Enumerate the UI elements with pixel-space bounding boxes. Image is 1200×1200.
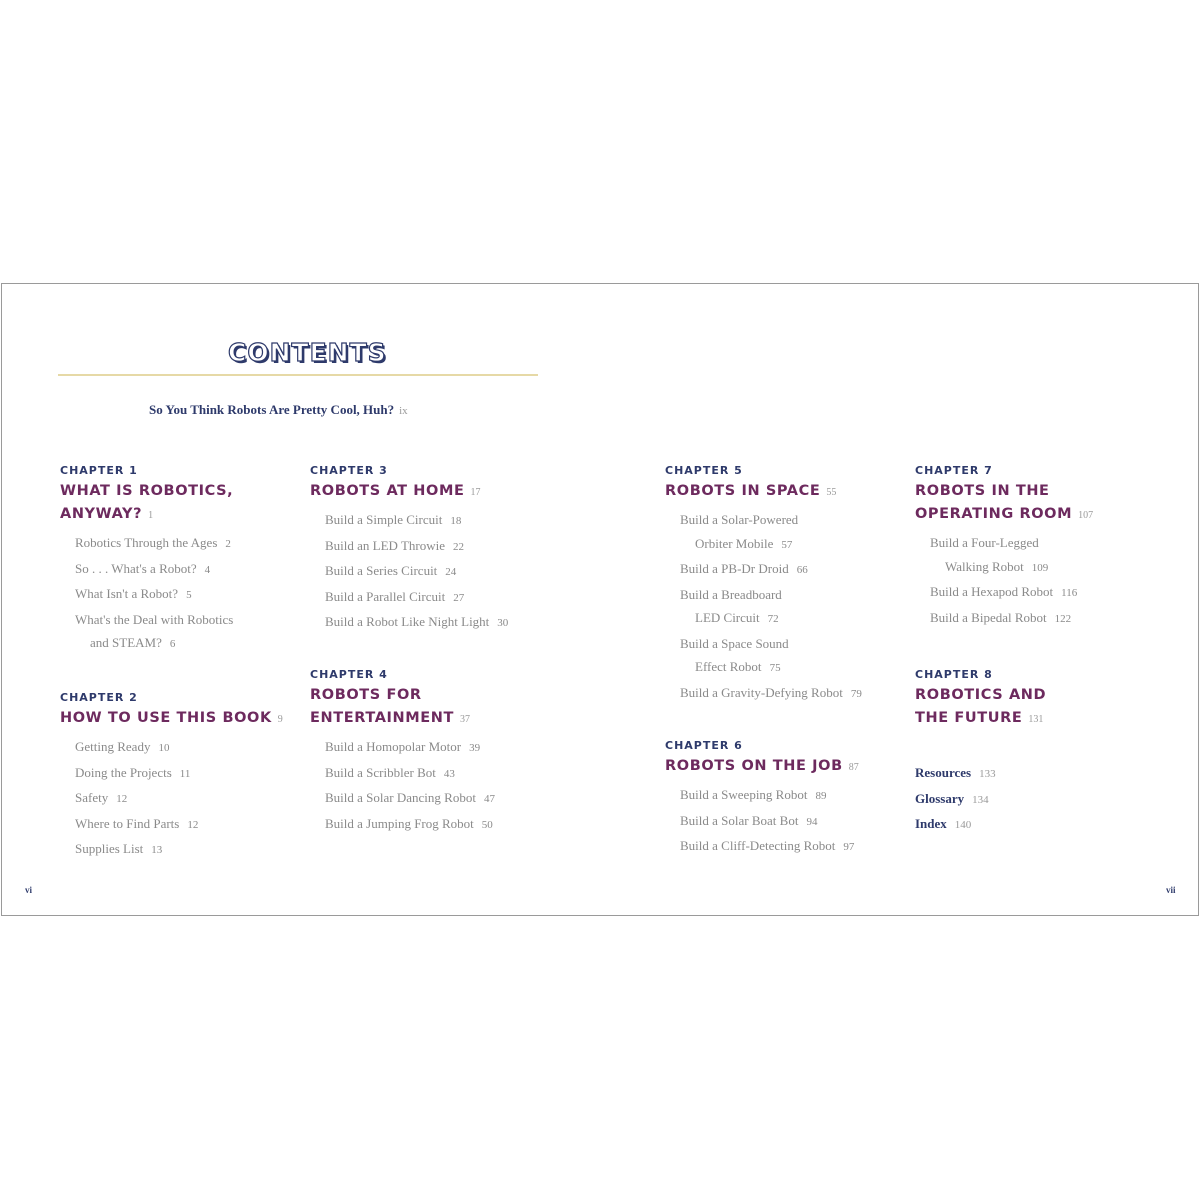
toc-entry-text: So . . . What's a Robot? [75, 560, 197, 576]
toc-entry-continuation [75, 631, 310, 657]
chapter-label: CHAPTER 7 [915, 464, 993, 477]
toc-entry-page: 11 [179, 767, 191, 780]
toc-entry-text: Build a Solar Dancing Robot [325, 790, 476, 805]
chapter-title [60, 707, 310, 731]
chapter-5-section [665, 462, 915, 706]
toc-entry-page: 13 [151, 844, 163, 856]
toc-entry-page: 43 [443, 767, 455, 780]
chapter-page: 9 [277, 714, 283, 725]
back-matter-item [915, 812, 1165, 838]
toc-entry-page: 75 [769, 662, 781, 674]
chapter-page: 107 [1078, 510, 1094, 521]
toc-entry-text: Build a Scribbler Bot [325, 764, 436, 780]
toc-entry-page: 89 [815, 790, 827, 802]
toc-entry [310, 735, 560, 761]
toc-entry-page: 79 [850, 687, 862, 700]
toc-entry [310, 786, 560, 812]
toc-entry [665, 583, 915, 632]
toc-entry [60, 837, 310, 863]
toc-entry-page: 24 [445, 566, 457, 578]
toc-entry-text: Build a Solar-Powered [680, 512, 799, 527]
chapter-page: 37 [460, 714, 471, 725]
chapter-items [665, 783, 915, 860]
intro-entry [149, 402, 408, 418]
toc-entry-page: 122 [1054, 612, 1072, 625]
chapter-title-line: ROBOTS FOR [310, 687, 422, 703]
chapter-page: 55 [826, 487, 837, 498]
back-matter [915, 761, 1165, 838]
back-matter-page: 134 [972, 793, 989, 806]
chapter-page: 17 [470, 487, 481, 498]
toc-entry-text: and STEAM? [90, 635, 162, 650]
toc-entry-text: Build a Cliff-Detecting Robot [680, 838, 836, 853]
intro-label: So You Think Robots Are Pretty Cool, Huh? [149, 402, 395, 417]
toc-entry-text: Getting Ready [75, 739, 151, 754]
toc-entry-page: 116 [1061, 587, 1078, 599]
toc-entry-page: 57 [781, 538, 793, 551]
toc-entry-text: Build a Homopolar Motor [325, 739, 462, 754]
toc-entry [310, 585, 560, 611]
chapter-label: CHAPTER 3 [310, 464, 388, 477]
chapter-title [665, 755, 915, 779]
chapter-title-line: WHAT IS ROBOTICS, [60, 483, 234, 499]
toc-entry-text: Build a Robot Like Night Light [325, 614, 490, 629]
back-matter-label: Resources [915, 765, 972, 780]
toc-entry [665, 809, 915, 835]
back-matter-page: 133 [979, 768, 996, 780]
chapter-label: CHAPTER 4 [310, 668, 388, 681]
toc-entry-page: 94 [806, 815, 818, 828]
toc-entry-text: Robotics Through the Ages [75, 535, 218, 550]
chapter-title [310, 480, 560, 504]
toc-entry-text: LED Circuit [695, 610, 760, 625]
toc-entry-page: 50 [481, 818, 493, 831]
toc-entry [665, 834, 915, 860]
toc-entry-text: Build a Gravity-Defying Robot [680, 684, 843, 700]
chapter-items [310, 508, 560, 636]
toc-entry-text: Safety [75, 790, 109, 805]
toc-entry-continuation [680, 606, 915, 632]
toc-entry-text: Build a Sweeping Robot [680, 787, 808, 802]
toc-entry [60, 735, 310, 761]
toc-entry [915, 531, 1165, 580]
toc-entry-page: 30 [497, 617, 509, 629]
toc-entry-text: Build a PB-Dr Droid [680, 561, 789, 576]
toc-entry [915, 606, 1165, 632]
toc-entry [310, 812, 560, 838]
toc-entry-text: Build an LED Throwie [325, 537, 445, 553]
toc-entry-page: 12 [187, 818, 199, 831]
toc-entry-text: Build a Jumping Frog Robot [325, 815, 474, 831]
toc-entry [665, 783, 915, 809]
chapter-8-section [915, 666, 1165, 731]
folio-right: vii [1166, 885, 1176, 895]
toc-entry [310, 559, 560, 585]
chapter-2-section [60, 689, 310, 863]
back-matter-label: Glossary [915, 790, 965, 806]
chapter-items [60, 735, 310, 863]
toc-entry-text: Build a Parallel Circuit [325, 588, 446, 604]
contents-heading: CONTENTS [228, 338, 387, 367]
toc-entry-text: Build a Four-Legged [930, 535, 1039, 550]
toc-entry-page: 66 [796, 564, 808, 576]
toc-entry-text: Build a Simple Circuit [325, 512, 443, 527]
back-matter-page: 140 [954, 819, 972, 831]
heading-rule [58, 374, 538, 376]
chapter-3-section [310, 462, 560, 636]
toc-entry-text: Where to Find Parts [75, 815, 180, 831]
toc-entry-page: 72 [767, 613, 779, 625]
chapter-title-line: ANYWAY? [60, 506, 143, 522]
toc-entry-page: 97 [843, 841, 855, 853]
chapter-title-line: THE FUTURE [915, 710, 1023, 726]
chapter-page: 1 [148, 510, 154, 521]
chapter-4-section [310, 666, 560, 837]
toc-entry-text: What's the Deal with Robotics [75, 611, 234, 627]
toc-entry-page: 10 [158, 742, 170, 754]
chapter-items [915, 531, 1165, 631]
chapter-title [60, 480, 310, 527]
toc-entry-text: Build a Series Circuit [325, 563, 438, 578]
back-matter-item [915, 787, 1165, 813]
toc-entry [665, 632, 915, 681]
toc-entry-page: 22 [453, 540, 464, 553]
toc-entry-page: 4 [204, 563, 211, 576]
chapter-title-line: ROBOTICS AND [915, 687, 1047, 703]
toc-entry-text: Build a Breadboard [680, 586, 782, 602]
chapter-label: CHAPTER 5 [665, 464, 743, 477]
toc-entry [60, 608, 310, 657]
toc-entry-text: Build a Bipedal Robot [930, 609, 1047, 625]
toc-entry-page: 47 [483, 793, 495, 805]
toc-entry-continuation [930, 555, 1165, 581]
back-matter-label: Index [915, 816, 947, 831]
toc-entry [665, 681, 915, 707]
chapter-items [310, 735, 560, 837]
chapter-label: CHAPTER 2 [60, 691, 138, 704]
toc-entry [665, 508, 915, 557]
chapter-page: 131 [1028, 714, 1044, 725]
chapter-1-section [60, 462, 310, 657]
toc-entry-text: Doing the Projects [75, 764, 172, 780]
toc-entry-page: 18 [450, 515, 462, 527]
back-matter-item [915, 761, 1165, 787]
chapter-title [915, 684, 1165, 731]
toc-entry-text: Build a Solar Boat Bot [680, 812, 799, 828]
toc-entry-page: 27 [453, 591, 465, 604]
toc-entry-page: 39 [469, 742, 481, 754]
chapter-title-line: ROBOTS IN SPACE [665, 483, 821, 499]
toc-entry-text: What Isn't a Robot? [75, 586, 179, 601]
toc-entry [60, 786, 310, 812]
toc-entry [310, 534, 560, 560]
toc-entry-page: 5 [186, 589, 192, 601]
toc-entry-text: Supplies List [75, 841, 144, 856]
chapter-title-line: HOW TO USE THIS BOOK [60, 710, 272, 726]
toc-entry-page: 12 [116, 793, 128, 805]
chapter-items [60, 531, 310, 657]
chapter-6-section [665, 737, 915, 860]
toc-entry-page: 6 [169, 638, 176, 650]
intro-page: ix [399, 405, 408, 417]
chapter-title-line: OPERATING ROOM [915, 506, 1073, 522]
chapter-label: CHAPTER 1 [60, 464, 138, 477]
toc-entry-text: Effect Robot [695, 659, 762, 674]
toc-entry-text: Walking Robot [945, 558, 1024, 574]
folio-left: vi [25, 885, 33, 895]
chapter-title-line: ROBOTS AT HOME [310, 483, 465, 499]
toc-entry [60, 812, 310, 838]
chapter-title-line: ENTERTAINMENT [310, 710, 455, 726]
chapter-7-section [915, 462, 1165, 631]
toc-entry [310, 761, 560, 787]
toc-entry [60, 761, 310, 787]
chapter-label: CHAPTER 6 [665, 739, 743, 752]
toc-entry [60, 557, 310, 583]
chapter-title [310, 684, 560, 731]
toc-entry-page: 2 [225, 538, 231, 550]
chapter-title [915, 480, 1165, 527]
toc-entry-continuation [680, 532, 915, 558]
chapter-page: 87 [848, 762, 859, 773]
chapter-label: CHAPTER 8 [915, 668, 993, 681]
toc-entry [310, 508, 560, 534]
toc-entry-text: Orbiter Mobile [695, 535, 774, 551]
chapter-title-line: ROBOTS IN THE [915, 483, 1050, 499]
toc-entry [915, 580, 1165, 606]
chapter-items [665, 508, 915, 706]
chapter-title [665, 480, 915, 504]
toc-entry-text: Build a Hexapod Robot [930, 584, 1054, 599]
toc-entry [665, 557, 915, 583]
toc-entry-page: 109 [1031, 561, 1049, 574]
toc-entry [310, 610, 560, 636]
toc-entry [60, 531, 310, 557]
toc-entry-continuation [680, 655, 915, 681]
toc-entry [60, 582, 310, 608]
toc-entry-text: Build a Space Sound [680, 635, 789, 651]
chapter-title-line: ROBOTS ON THE JOB [665, 758, 843, 774]
